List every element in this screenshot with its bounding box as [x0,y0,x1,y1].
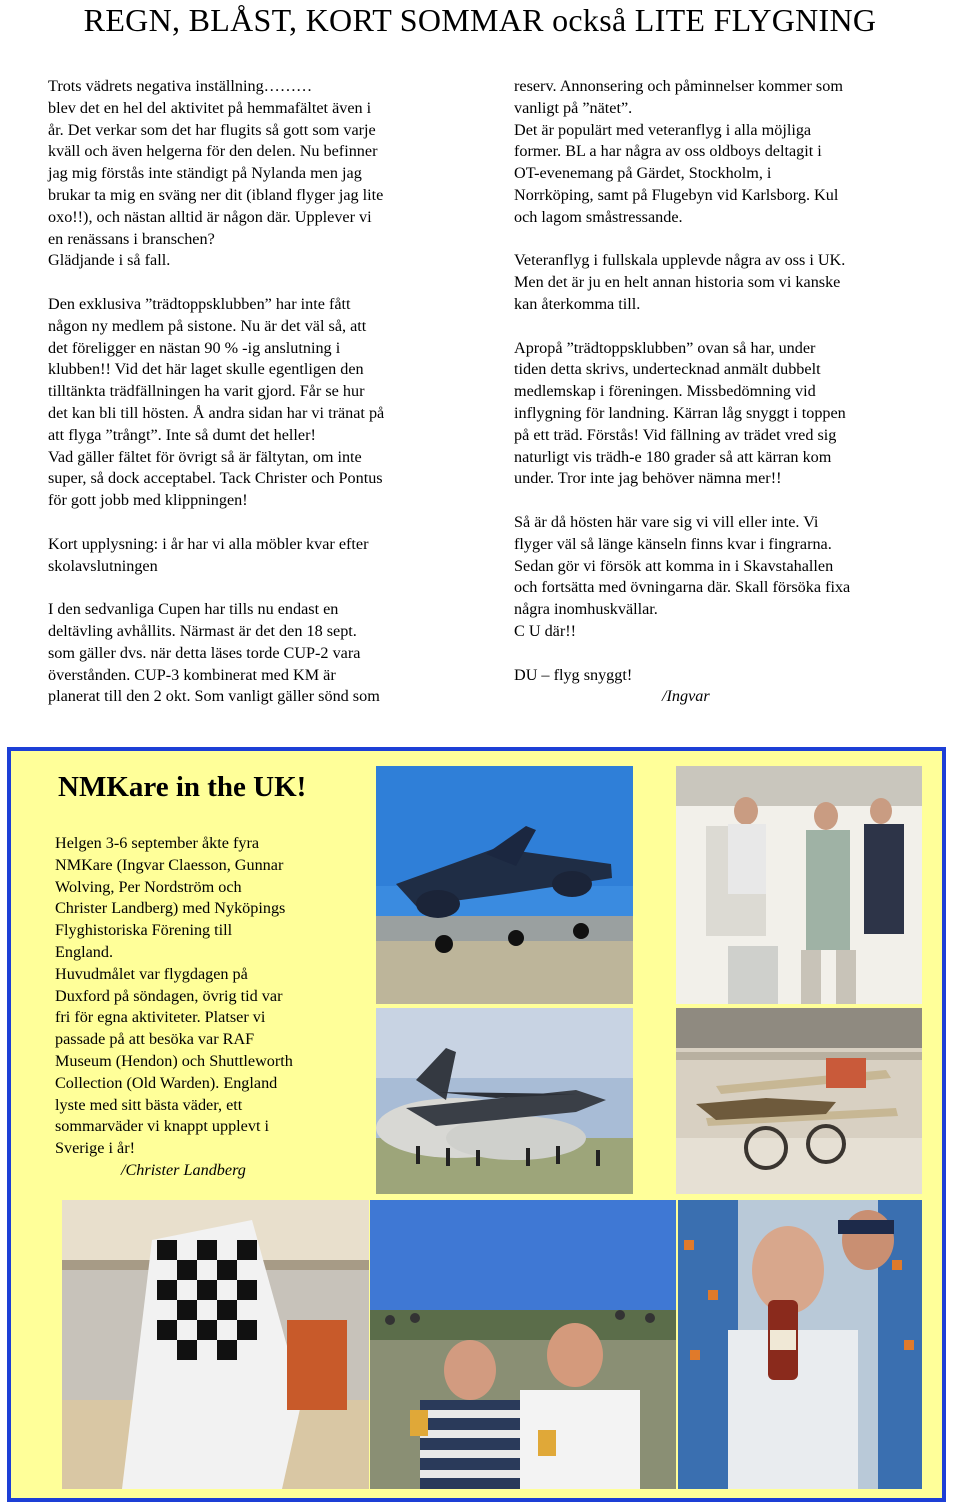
photo-blue-fighter-plane [376,766,633,1004]
left-paragraph-3: Kort upplysning: i år har vi alla möbler kvar efter skolavslutningen [48,534,369,575]
signature-christer: /Christer Landberg [121,1160,246,1179]
right-paragraph-2: Veteranflyg i fullskala upplevde några av oss i UK. Men det är ju en helt annan historia som vi kanske kan återkomma till. [514,251,846,313]
uk-section-text [55,833,355,1182]
uk-body: Helgen 3-6 september åkte fyra NMKare (Ingvar Claesson, Gunnar Wolving, Per Nordström och Christer Landberg) med Nyköpings Flyghistoriska Förening till England. Huvudmålet var flygdagen på Duxford på söndagen, övrig tid var fri för egna aktiviteter. Platser vi passade på att besöka var RAF Museum (Hendon) och Shuttleworth Collection (Old Warden). England lyste med sitt bästa väder, ett sommarväder vi knappt upplevt i Sverige i år! [55,834,293,1158]
photo-men-with-beer-airshow [370,1200,676,1489]
right-column [514,76,924,708]
photo-checkered-nose-aircraft [62,1200,369,1489]
photo-bomber-with-smoke [376,1008,633,1194]
photo-vintage-biplane [676,1008,922,1194]
page-title: REGN, BLÅST, KORT SOMMAR också LITE FLYGNING [83,2,877,38]
left-column [48,76,468,708]
right-paragraph-1: reserv. Annonsering och påminnelser kommer som vanligt på ”nätet”. Det är populärt med veteranflyg i alla möjliga former. BL a har några av oss oldboys deltagit i OT-evenemang på Gärdet, Stockholm, i Norrköping, samt på Flugebyn vid Karlsborg. Kul och lagom småstressande. [514,77,843,226]
photo-men-at-museum-kiosk [676,766,922,1004]
signature-ingvar: /Ingvar [662,687,710,706]
right-paragraph-3: Apropå ”trädtoppsklubben” ovan så har, under tiden detta skrivs, undertecknad anmält dubbelt medlemskap i föreningen. Missbedömning vid inflygning för landning. Kärran låg snyggt i toppen på ett träd. Förstås! Vid fällning av trädet vred sig naturligt vis trädh-e 180 grader så att kärran kom under. Tror inte jag behöver nämna mer!! [514,338,846,488]
left-paragraph-2: Den exklusiva ”trädtoppsklubben” har inte fått någon ny medlem på sistone. Nu är det väl så, att det föreligger en nästan 90 % -ig anslutning i klubben!! Vid det här laget skulle egentligen den tilltänkta trädfällningen ha varit gjord. Får se hur det kan bli till hösten. Å andra sidan har vi tränat på att flyga ”trångt”. Inte så dumt det heller! Vad gäller fältet för övrigt så är fältytan, om inte super, så dock acceptabel. Tack Christer och Pontus för gott jobb med klippningen! [48,294,385,510]
photo-man-on-bus-spitfire-beer [678,1200,922,1489]
right-paragraph-5 [514,665,924,709]
right-paragraph-4: Så är då hösten här vare sig vi vill eller inte. Vi flyger väl så länge känseln finns kvar i fingrarna. Sedan gör vi försök att komma in i Skavstahallen och fortsätta med övningarna där. Skall försöka fixa några inomhuskvällar. C U där!! [514,512,851,640]
closing-line: DU – flyg snyggt! [514,665,633,684]
left-paragraph-4: I den sedvanliga Cupen har tills nu endast en deltävling avhållits. Närmast är det den 18 sept. som gäller dvs. när detta läses torde CUP-2 vara överstånden. CUP-3 kombinerat med KM är planerat till den 2 okt. Som vanligt gäller sönd som [48,600,380,706]
left-paragraph-1: Trots vädrets negativa inställning……… blev det en hel del aktivitet på hemmafältet även i år. Det verkar som det har flugits så gott som varje kväll och även helgerna för den delen. Nu befinner jag mig förstås inte ständigt på Nylanda men jag brukar ta mig en sväng ner dit (ibland flyger jag lite oxo!!), och nästan alltid är någon där. Upplever vi en renässans i branschen? Glädjande i så fall. [48,77,384,270]
uk-section-heading: NMKare in the UK! [58,771,307,803]
